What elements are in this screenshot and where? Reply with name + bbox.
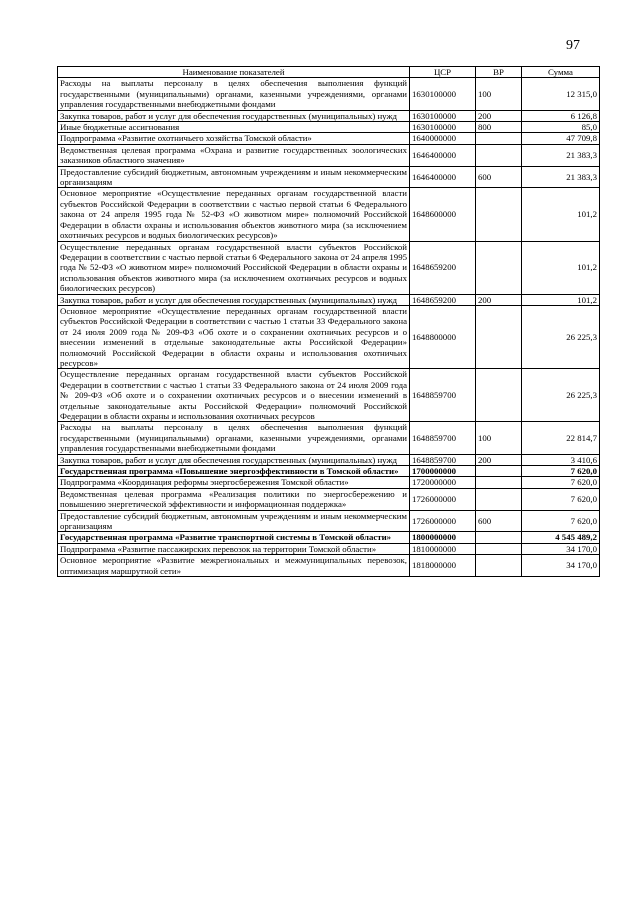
table-row bbox=[58, 144, 600, 166]
header-csr: ЦСР bbox=[410, 67, 476, 78]
table-row bbox=[58, 488, 600, 510]
cell-csr: 1648600000 bbox=[410, 188, 476, 241]
cell-name: Осуществление переданных органам государственной власти субъектов Российской Федерации в соответствии с частью 1 статьи 33 Федерального закона от 24 июля 2009 года № 209-ФЗ «Об охоте и о сохранении охотничьих ресурсов и о внесении изменений в отдельные законодательные акты Российской Федерации» полномочий Российской Федерации в области охраны и использования охотничьих ресурсов bbox=[58, 369, 410, 422]
cell-vr: 200 bbox=[476, 110, 522, 121]
cell-name: Предоставление субсидий бюджетным, автономным учреждениям и иным некоммерческим организациям bbox=[58, 166, 410, 188]
page-number: 97 bbox=[566, 38, 580, 53]
cell-csr: 1648800000 bbox=[410, 305, 476, 368]
table-row bbox=[58, 555, 600, 577]
table-row bbox=[58, 166, 600, 188]
cell-csr: 1726000000 bbox=[410, 510, 476, 532]
cell-sum: 34 170,0 bbox=[522, 555, 600, 577]
cell-name: Подпрограмма «Развитие пассажирских перевозок на территории Томской области» bbox=[58, 543, 410, 554]
table-row bbox=[58, 422, 600, 454]
cell-csr: 1646400000 bbox=[410, 166, 476, 188]
table-row bbox=[58, 110, 600, 121]
cell-vr bbox=[476, 543, 522, 554]
cell-name: Закупка товаров, работ и услуг для обеспечения государственных (муниципальных) нужд bbox=[58, 454, 410, 465]
cell-csr: 1818000000 bbox=[410, 555, 476, 577]
cell-sum: 6 126,8 bbox=[522, 110, 600, 121]
table-row bbox=[58, 466, 600, 477]
cell-csr: 1726000000 bbox=[410, 488, 476, 510]
cell-csr: 1648859700 bbox=[410, 369, 476, 422]
table-row bbox=[58, 532, 600, 543]
cell-csr: 1630100000 bbox=[410, 110, 476, 121]
cell-vr: 800 bbox=[476, 122, 522, 133]
cell-sum: 4 545 489,2 bbox=[522, 532, 600, 543]
cell-csr: 1648659200 bbox=[410, 241, 476, 294]
cell-vr bbox=[476, 188, 522, 241]
cell-sum: 21 383,3 bbox=[522, 144, 600, 166]
cell-sum: 7 620,0 bbox=[522, 466, 600, 477]
cell-name: Государственная программа «Развитие транспортной системы в Томской области» bbox=[58, 532, 410, 543]
cell-vr: 600 bbox=[476, 510, 522, 532]
cell-vr bbox=[476, 133, 522, 144]
cell-csr: 1810000000 bbox=[410, 543, 476, 554]
cell-vr bbox=[476, 488, 522, 510]
cell-name: Государственная программа «Повышение энергоэффективности в Томской области» bbox=[58, 466, 410, 477]
table-row bbox=[58, 133, 600, 144]
cell-name: Ведомственная целевая программа «Охрана и развитие государственных зоологических заказников областного значения» bbox=[58, 144, 410, 166]
cell-sum: 26 225,3 bbox=[522, 369, 600, 422]
table-row bbox=[58, 122, 600, 133]
cell-name: Расходы на выплаты персоналу в целях обеспечения выполнения функций государственными (муниципальными) органами, казенными учреждениями, органами управления государственными внебюджетными фондами bbox=[58, 422, 410, 454]
cell-sum: 101,2 bbox=[522, 294, 600, 305]
cell-vr bbox=[476, 369, 522, 422]
budget-table bbox=[57, 66, 600, 577]
cell-vr bbox=[476, 477, 522, 488]
cell-sum: 101,2 bbox=[522, 241, 600, 294]
cell-csr: 1800000000 bbox=[410, 532, 476, 543]
cell-csr: 1630100000 bbox=[410, 122, 476, 133]
cell-name: Иные бюджетные ассигнования bbox=[58, 122, 410, 133]
cell-csr: 1700000000 bbox=[410, 466, 476, 477]
header-name: Наименование показателей bbox=[58, 67, 410, 78]
cell-vr: 200 bbox=[476, 294, 522, 305]
cell-vr: 100 bbox=[476, 78, 522, 110]
cell-csr: 1630100000 bbox=[410, 78, 476, 110]
table-row bbox=[58, 305, 600, 368]
table-row bbox=[58, 188, 600, 241]
table-row bbox=[58, 241, 600, 294]
cell-vr bbox=[476, 305, 522, 368]
cell-sum: 7 620,0 bbox=[522, 488, 600, 510]
cell-sum: 7 620,0 bbox=[522, 510, 600, 532]
cell-name: Основное мероприятие «Развитие межрегиональных и межмуниципальных перевозок, оптимизация маршрутной сети» bbox=[58, 555, 410, 577]
cell-name: Закупка товаров, работ и услуг для обеспечения государственных (муниципальных) нужд bbox=[58, 294, 410, 305]
header-vr: ВР bbox=[476, 67, 522, 78]
cell-sum: 26 225,3 bbox=[522, 305, 600, 368]
cell-name: Подпрограмма «Развитие охотничьего хозяйства Томской области» bbox=[58, 133, 410, 144]
cell-csr: 1648859700 bbox=[410, 454, 476, 465]
cell-name: Расходы на выплаты персоналу в целях обеспечения выполнения функций государственными (муниципальными) органами, казенными учреждениями, органами управления государственными внебюджетными фондами bbox=[58, 78, 410, 110]
table-row bbox=[58, 369, 600, 422]
cell-name: Ведомственная целевая программа «Реализация политики по энергосбережению и повышению энергетической эффективности и информационная поддержка» bbox=[58, 488, 410, 510]
cell-vr bbox=[476, 555, 522, 577]
cell-sum: 12 315,0 bbox=[522, 78, 600, 110]
cell-sum: 3 410,6 bbox=[522, 454, 600, 465]
cell-sum: 34 170,0 bbox=[522, 543, 600, 554]
cell-name: Основное мероприятие «Осуществление переданных органам государственной власти субъектов Российской Федерации в соответствии с частью 1 статьи 33 Федерального закона от 24 июля 2009 года № 209-ФЗ «Об охоте и о сохранении охотничьих ресурсов и о внесении изменений в отдельные законодательные акты Российской Федерации» полномочий Российской Федерации в области охраны и использования охотничьих ресурсов» bbox=[58, 305, 410, 368]
cell-csr: 1640000000 bbox=[410, 133, 476, 144]
table-row bbox=[58, 78, 600, 110]
cell-sum: 85,0 bbox=[522, 122, 600, 133]
cell-vr bbox=[476, 466, 522, 477]
cell-sum: 7 620,0 bbox=[522, 477, 600, 488]
cell-name: Основное мероприятие «Осуществление переданных органам государственной власти субъектов Российской Федерации в соответствии с частью первой статьи 6 Федерального закона от 24 апреля 1995 года № 52-ФЗ «О животном мире» полномочий Российской Федерации в области охраны и использования объектов животного мира (за исключением охотничьих ресурсов и водных биологических ресурсов)» bbox=[58, 188, 410, 241]
cell-sum: 22 814,7 bbox=[522, 422, 600, 454]
cell-vr bbox=[476, 241, 522, 294]
cell-sum: 101,2 bbox=[522, 188, 600, 241]
table-row bbox=[58, 454, 600, 465]
cell-name: Осуществление переданных органам государственной власти субъектов Российской Федерации в соответствии с частью первой статьи 6 Федерального закона от 24 апреля 1995 года № 52-ФЗ «О животном мире» полномочий Российской Федерации в области охраны и использования объектов животного мира (за исключением охотничьих ресурсов и водных биологических ресурсов) bbox=[58, 241, 410, 294]
cell-name: Подпрограмма «Координация реформы энергосбережения Томской области» bbox=[58, 477, 410, 488]
cell-vr: 600 bbox=[476, 166, 522, 188]
table-row bbox=[58, 510, 600, 532]
cell-name: Предоставление субсидий бюджетным, автономным учреждениям и иным некоммерческим организациям bbox=[58, 510, 410, 532]
cell-csr: 1720000000 bbox=[410, 477, 476, 488]
table-row bbox=[58, 294, 600, 305]
cell-vr: 100 bbox=[476, 422, 522, 454]
cell-vr bbox=[476, 532, 522, 543]
cell-sum: 47 709,8 bbox=[522, 133, 600, 144]
cell-vr: 200 bbox=[476, 454, 522, 465]
cell-vr bbox=[476, 144, 522, 166]
header-sum: Сумма bbox=[522, 67, 600, 78]
cell-name: Закупка товаров, работ и услуг для обеспечения государственных (муниципальных) нужд bbox=[58, 110, 410, 121]
cell-csr: 1646400000 bbox=[410, 144, 476, 166]
table-row bbox=[58, 543, 600, 554]
table-body bbox=[58, 78, 600, 577]
table-header-row bbox=[58, 67, 600, 78]
cell-sum: 21 383,3 bbox=[522, 166, 600, 188]
cell-csr: 1648659200 bbox=[410, 294, 476, 305]
table-row bbox=[58, 477, 600, 488]
cell-csr: 1648859700 bbox=[410, 422, 476, 454]
